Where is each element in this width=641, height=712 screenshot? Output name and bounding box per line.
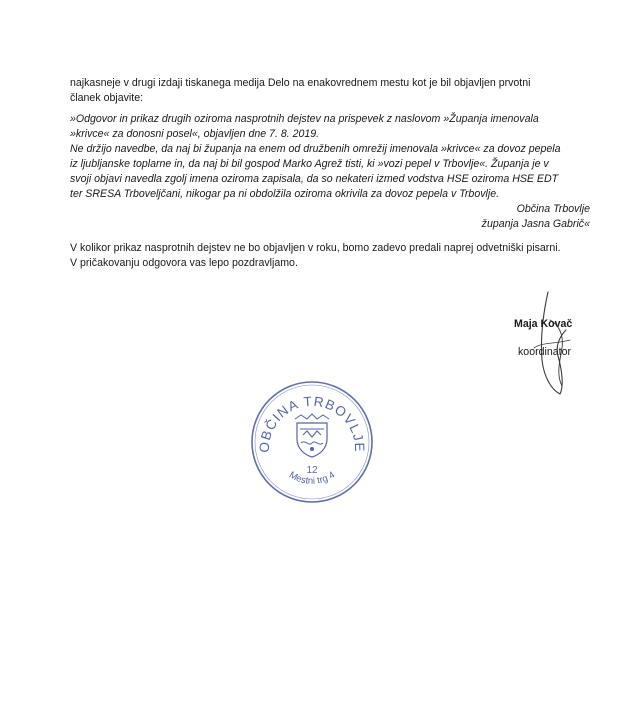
- quote-line-3: Ne držijo navedbe, da naj bi županja na enem od družbenih omrežij imenovala »krivce« za dovoz pepela: [70, 143, 561, 155]
- intro-paragraph: [70, 76, 590, 106]
- stamp-number: 12: [306, 465, 318, 476]
- quote-line-1: »Odgovor in prikaz drugih oziroma nasprotnih dejstev na prispevek z naslovom »Županja imenovala: [70, 113, 539, 125]
- stamp-bottom-text: Mestni trg 4: [287, 469, 337, 487]
- quoted-response: [70, 112, 590, 232]
- intro-line-1: najkasneje v drugi izdaji tiskanega medija Delo na enakovrednem mestu kot je bil objavljen prvotni: [70, 77, 531, 89]
- quote-line-5: svoji objavi navedla zgolj imena oziroma zapisala, da so nekateri izmed vodstva HSE oziroma HSE EDT: [70, 173, 559, 185]
- municipality-stamp: [247, 377, 377, 507]
- coat-of-arms-icon: [295, 414, 329, 457]
- closing-line-2: V pričakovanju odgovora vas lepo pozdravljamo.: [70, 257, 298, 269]
- quote-line-4: iz ljubljanske toplarne in, da naj bi bil gospod Marko Agrež tisti, ki »vozi pepel v Trbovlje«. Županja je v: [70, 158, 549, 170]
- stamp-top-text: OBČINA TRBOVLJE: [256, 393, 368, 453]
- signer-role: koordinator: [518, 346, 571, 358]
- quote-signature-municipality: Občina Trbovlje: [516, 203, 590, 215]
- handwritten-signature: [500, 290, 610, 400]
- intro-line-2: članek objavite:: [70, 92, 144, 104]
- quote-line-2: »krivce« za donosni posel«, objavljen dne 7. 8. 2019.: [70, 128, 320, 140]
- quote-signature-mayor: županja Jasna Gabrič«: [481, 218, 590, 230]
- signer-name: Maja Kovač: [514, 318, 573, 330]
- closing-paragraph: [70, 241, 590, 271]
- quote-line-6: ter SRESA Trboveljčani, nikogar pa ni obdolžila oziroma okrivila za dovoz pepela v Trbovlje.: [70, 188, 500, 200]
- closing-line-1: V kolikor prikaz nasprotnih dejstev ne bo objavljen v roku, bomo zadevo predali naprej odvetniški pisarni.: [70, 242, 561, 254]
